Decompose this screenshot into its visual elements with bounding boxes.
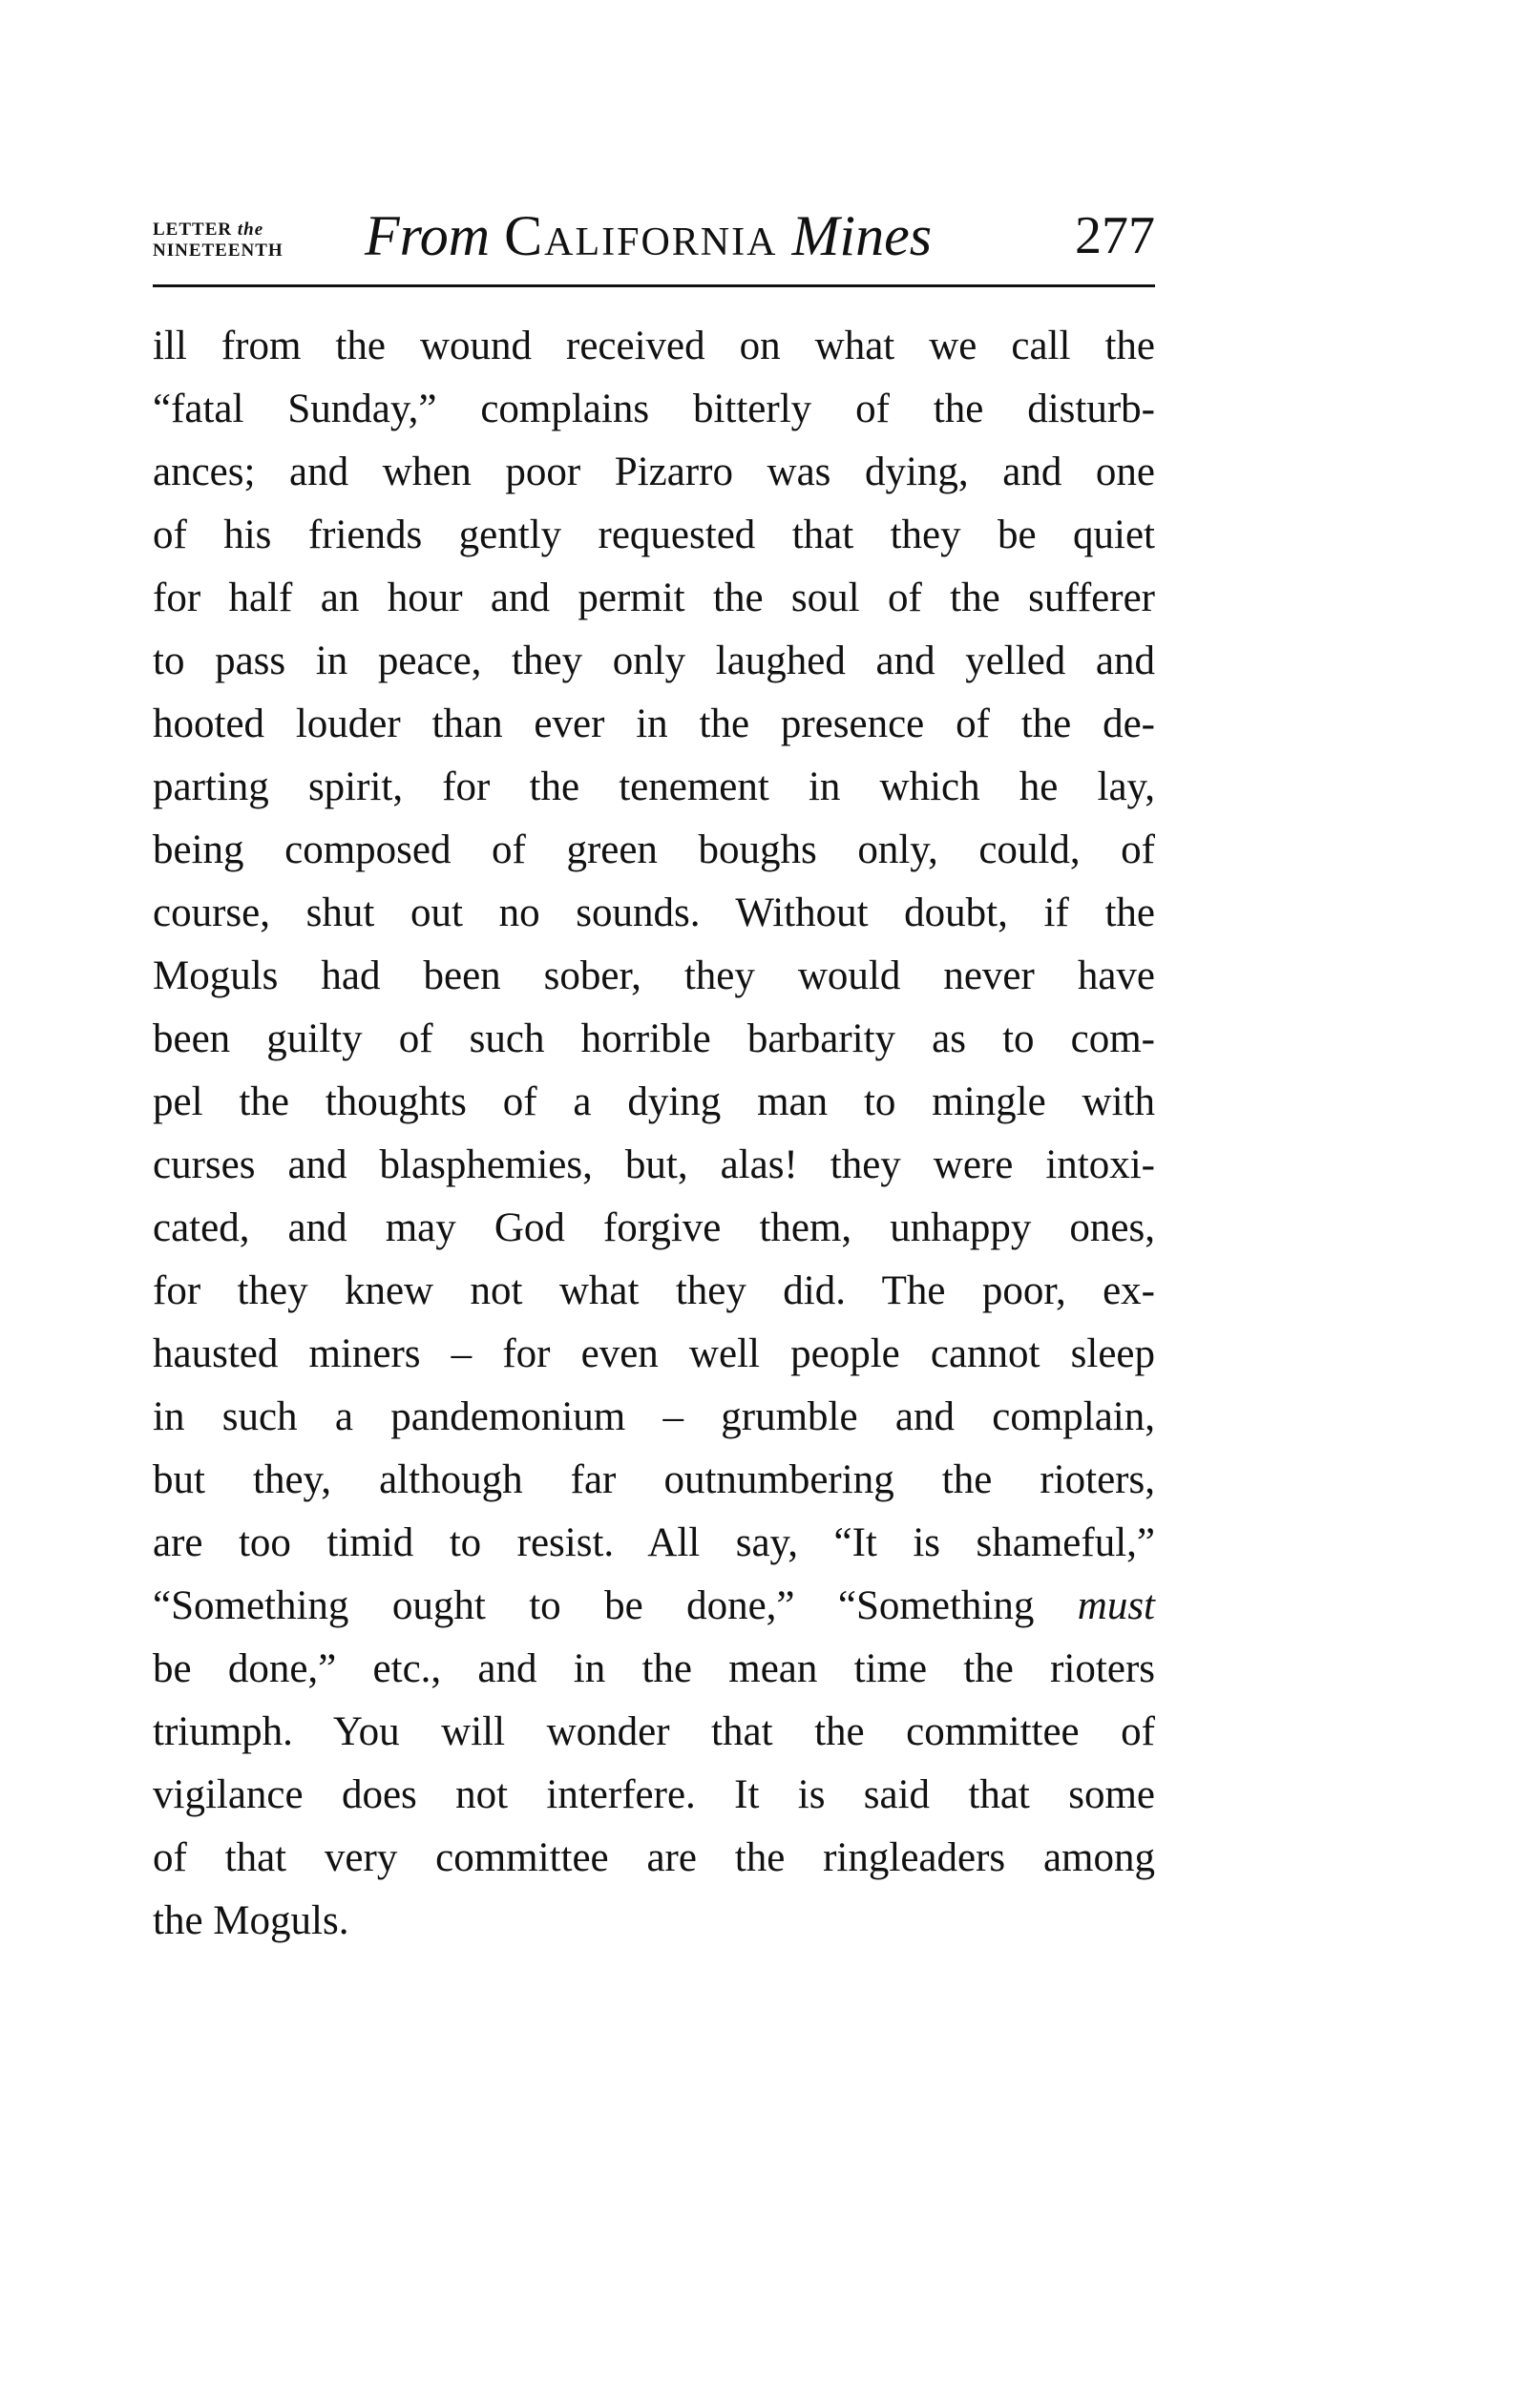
chapter-label <box>153 220 284 262</box>
text-line: hooted louder than ever in the presence of the de- <box>153 701 1155 746</box>
italic-emphasis-must: must <box>1077 1583 1155 1628</box>
text-line: Moguls had been sober, they would never have <box>153 953 1155 998</box>
text-line: course, shut out no sounds. Without doubt, if the <box>153 890 1155 935</box>
book-title <box>365 202 932 269</box>
text-line: but they, although far outnumbering the rioters, <box>153 1457 1155 1502</box>
text-line: curses and blasphemies, but, alas! they were intoxi- <box>153 1142 1155 1187</box>
text-line: of that very committee are the ringleaders among <box>153 1835 1155 1880</box>
text-line: for they knew not what they did. The poor, ex- <box>153 1268 1155 1313</box>
text-line: of his friends gently requested that they be quiet <box>153 513 1155 557</box>
text-line: for half an hour and permit the soul of the sufferer <box>153 576 1155 620</box>
running-head <box>153 191 1155 286</box>
title-word-mines: Mines <box>791 204 933 267</box>
title-word-california: California <box>504 204 778 267</box>
text-line-part: “Something ought to be done,” “Something <box>153 1583 1035 1628</box>
text-line: ill from the wound received on what we call the <box>153 324 1155 368</box>
text-line: triumph. You will wonder that the committee of <box>153 1709 1155 1754</box>
header-rule <box>153 284 1155 287</box>
chapter-label-line-1 <box>153 220 284 241</box>
text-line: be done,” etc., and in the mean time the rioters <box>153 1646 1155 1691</box>
body-text <box>153 315 1155 1953</box>
text-line: to pass in peace, they only laughed and yelled and <box>153 639 1155 683</box>
text-line-with-italic <box>153 1575 1155 1638</box>
text-line: ances; and when poor Pizarro was dying, and one <box>153 450 1155 494</box>
chapter-label-line-2: NINETEENTH <box>153 241 284 261</box>
text-line-last: the Moguls. <box>153 1898 349 1943</box>
text-line: vigilance does not interfere. It is said that some <box>153 1772 1155 1817</box>
text-line: are too timid to resist. All say, “It is shameful,” <box>153 1520 1155 1565</box>
title-word-from: From <box>365 204 491 267</box>
text-line: been guilty of such horrible barbarity as to com- <box>153 1016 1155 1061</box>
text-line: being composed of green boughs only, could, of <box>153 827 1155 872</box>
page-number: 277 <box>1075 206 1155 265</box>
chapter-label-word-letter: LETTER <box>153 220 233 240</box>
text-line: in such a pandemonium – grumble and complain, <box>153 1394 1155 1439</box>
text-line: hausted miners – for even well people cannot sleep <box>153 1331 1155 1376</box>
text-line: “fatal Sunday,” complains bitterly of the disturb- <box>153 387 1155 431</box>
chapter-label-word-the: the <box>237 220 264 240</box>
text-line: parting spirit, for the tenement in which he lay, <box>153 764 1155 809</box>
text-line: cated, and may God forgive them, unhappy ones, <box>153 1205 1155 1250</box>
text-line: pel the thoughts of a dying man to mingle with <box>153 1079 1155 1124</box>
